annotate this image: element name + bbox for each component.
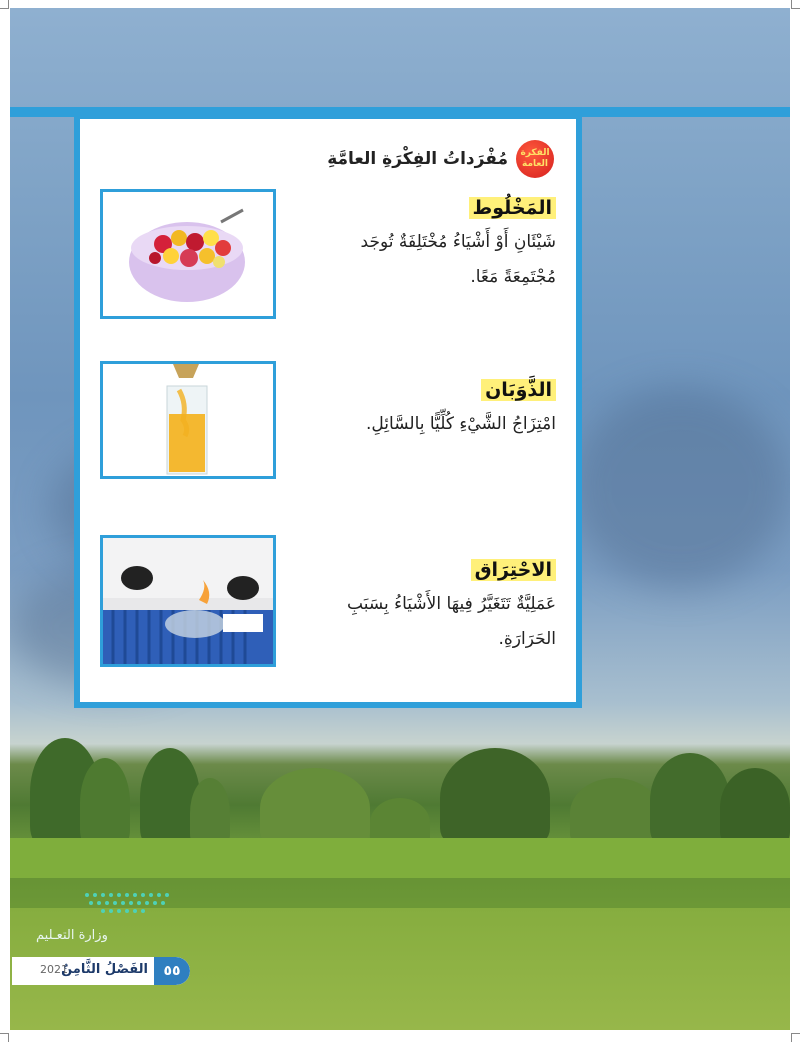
year-label: 2021 [40,963,68,976]
ministry-logo-dots [82,890,172,920]
vocabulary-card [74,113,582,708]
dissolving-image [100,361,276,479]
big-idea-badge: الفكرة العامة [516,140,554,178]
vocab-entry-mixture [311,197,556,295]
vocab-term: الاحْتِرَاق [471,559,556,581]
vocab-term: الذَّوَبَان [481,379,556,401]
page-number: ٥٥ [154,957,190,985]
crop-mark [0,1033,9,1042]
vocab-term: المَخْلُوط [469,197,556,219]
vocab-definition: عَمَلِيَّةٌ تَتَغَيَّرُ فِيهَا الأَشْيَاءُ بِسَبَبِ الحَرَارَةِ. [347,594,556,649]
chapter-label: الفَصْلُ الثَّامِنُ [61,962,148,977]
vocab-definition: امْتِزَاجُ الشَّيْءِ كُلِّيًّا بِالسَّائِلِ. [366,414,556,434]
section-title: مُفْرَداتُ الفِكْرَةِ العامَّةِ [327,149,508,169]
ministry-name: وزارة التعـليم [36,928,108,943]
vocab-definition: شَيْئَانِ أَوْ أَشْيَاءُ مُخْتَلِفَةٌ تُوجَد مُجْتَمِعَةً مَعًا. [360,232,556,287]
section-header [327,139,554,179]
combustion-image [100,535,276,667]
page-footer [12,957,190,985]
vocab-entry-combustion [311,559,556,657]
crop-mark [791,1033,800,1042]
fruit-salad-image [100,189,276,319]
crop-mark [0,0,9,9]
vocab-entry-dissolving [311,379,556,442]
crop-mark [791,0,800,9]
